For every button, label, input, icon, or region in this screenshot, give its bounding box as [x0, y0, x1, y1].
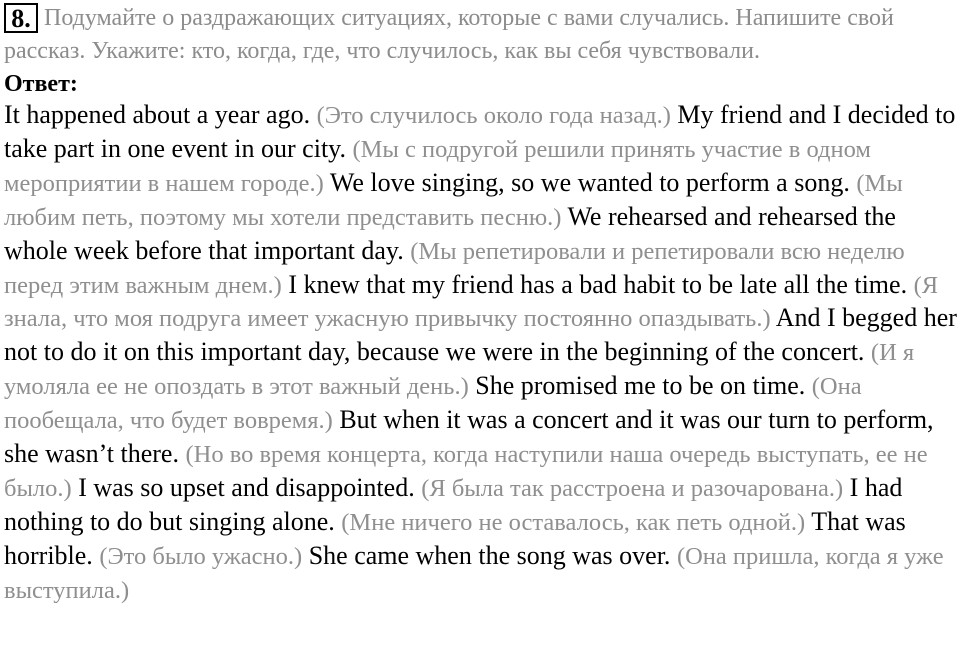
answer-sentence-ru: (Мы репетировали и репетировали всю неделю перед этим важным днем.): [4, 237, 905, 299]
answer-sentence-en: And I begged her not to do it on this important day, because we were in the beginning of the concert.: [4, 303, 957, 367]
answer-sentence-ru: (И я умоляла ее не опоздать в этот важный день.): [4, 339, 915, 401]
task-block: [4, 2, 958, 68]
answer-sentence-en: We love singing, so we wanted to perform a song.: [329, 167, 850, 197]
task-text: Подумайте о раздражающих ситуациях, которые с вами случались. Напишите свой рассказ. Укажите: кто, когда, где, что случилось, как вы себя чувствовали.: [4, 5, 894, 64]
answer-sentence-ru: (Это случилось около года назад.): [316, 102, 671, 129]
answer-sentence-ru: (Мне ничего не оставалось, как петь одной.): [341, 508, 806, 536]
answer-sentence-en: She promised me to be on time.: [475, 371, 806, 401]
answer-sentence-ru: (Но во время концерта, когда наступили наша очередь выступать, ее не было.): [4, 441, 928, 502]
answer-sentence-en: My friend and I decided to take part in one event in our city.: [4, 100, 956, 163]
answer-label: Ответ:: [4, 71, 78, 97]
answer-sentence-ru: (Я была так расстроена и разочарована.): [421, 474, 844, 502]
answer-sentence-ru: (Мы с подругой решили принять участие в одном мероприятии в нашем городе.): [4, 135, 871, 197]
answer-sentence-en: That was horrible.: [4, 506, 906, 570]
answer-sentence-en: But when it was a concert and it was our turn to perform, she wasn’t there.: [4, 405, 934, 469]
answer-sentence-en: It happened about a year ago.: [4, 100, 311, 129]
answer-sentence-en: I was so upset and disappointed.: [78, 472, 415, 502]
answer-text: [4, 99, 958, 608]
task-number: 8.: [4, 3, 38, 33]
answer-sentence-en: I had nothing to do but singing alone.: [4, 472, 903, 536]
answer-sentence-ru: (Я знала, что моя подруга имеет ужасную привычку постоянно опаздывать.): [4, 271, 939, 333]
answer-sentence-en: She came when the song was over.: [308, 540, 671, 570]
answer-sentence-ru: (Она пообещала, что будет вовремя.): [4, 373, 862, 435]
answer-sentence-ru: (Мы любим петь, поэтому мы хотели представить песню.): [4, 169, 903, 231]
answer-sentence-ru: (Она пришла, когда я уже выступила.): [4, 542, 944, 604]
answer-sentence-en: We rehearsed and rehearsed the whole week before that important day.: [4, 201, 896, 265]
answer-sentence-en: I knew that my friend has a bad habit to be late all the time.: [288, 269, 908, 299]
answer-sentence-ru: (Это было ужасно.): [99, 542, 303, 570]
